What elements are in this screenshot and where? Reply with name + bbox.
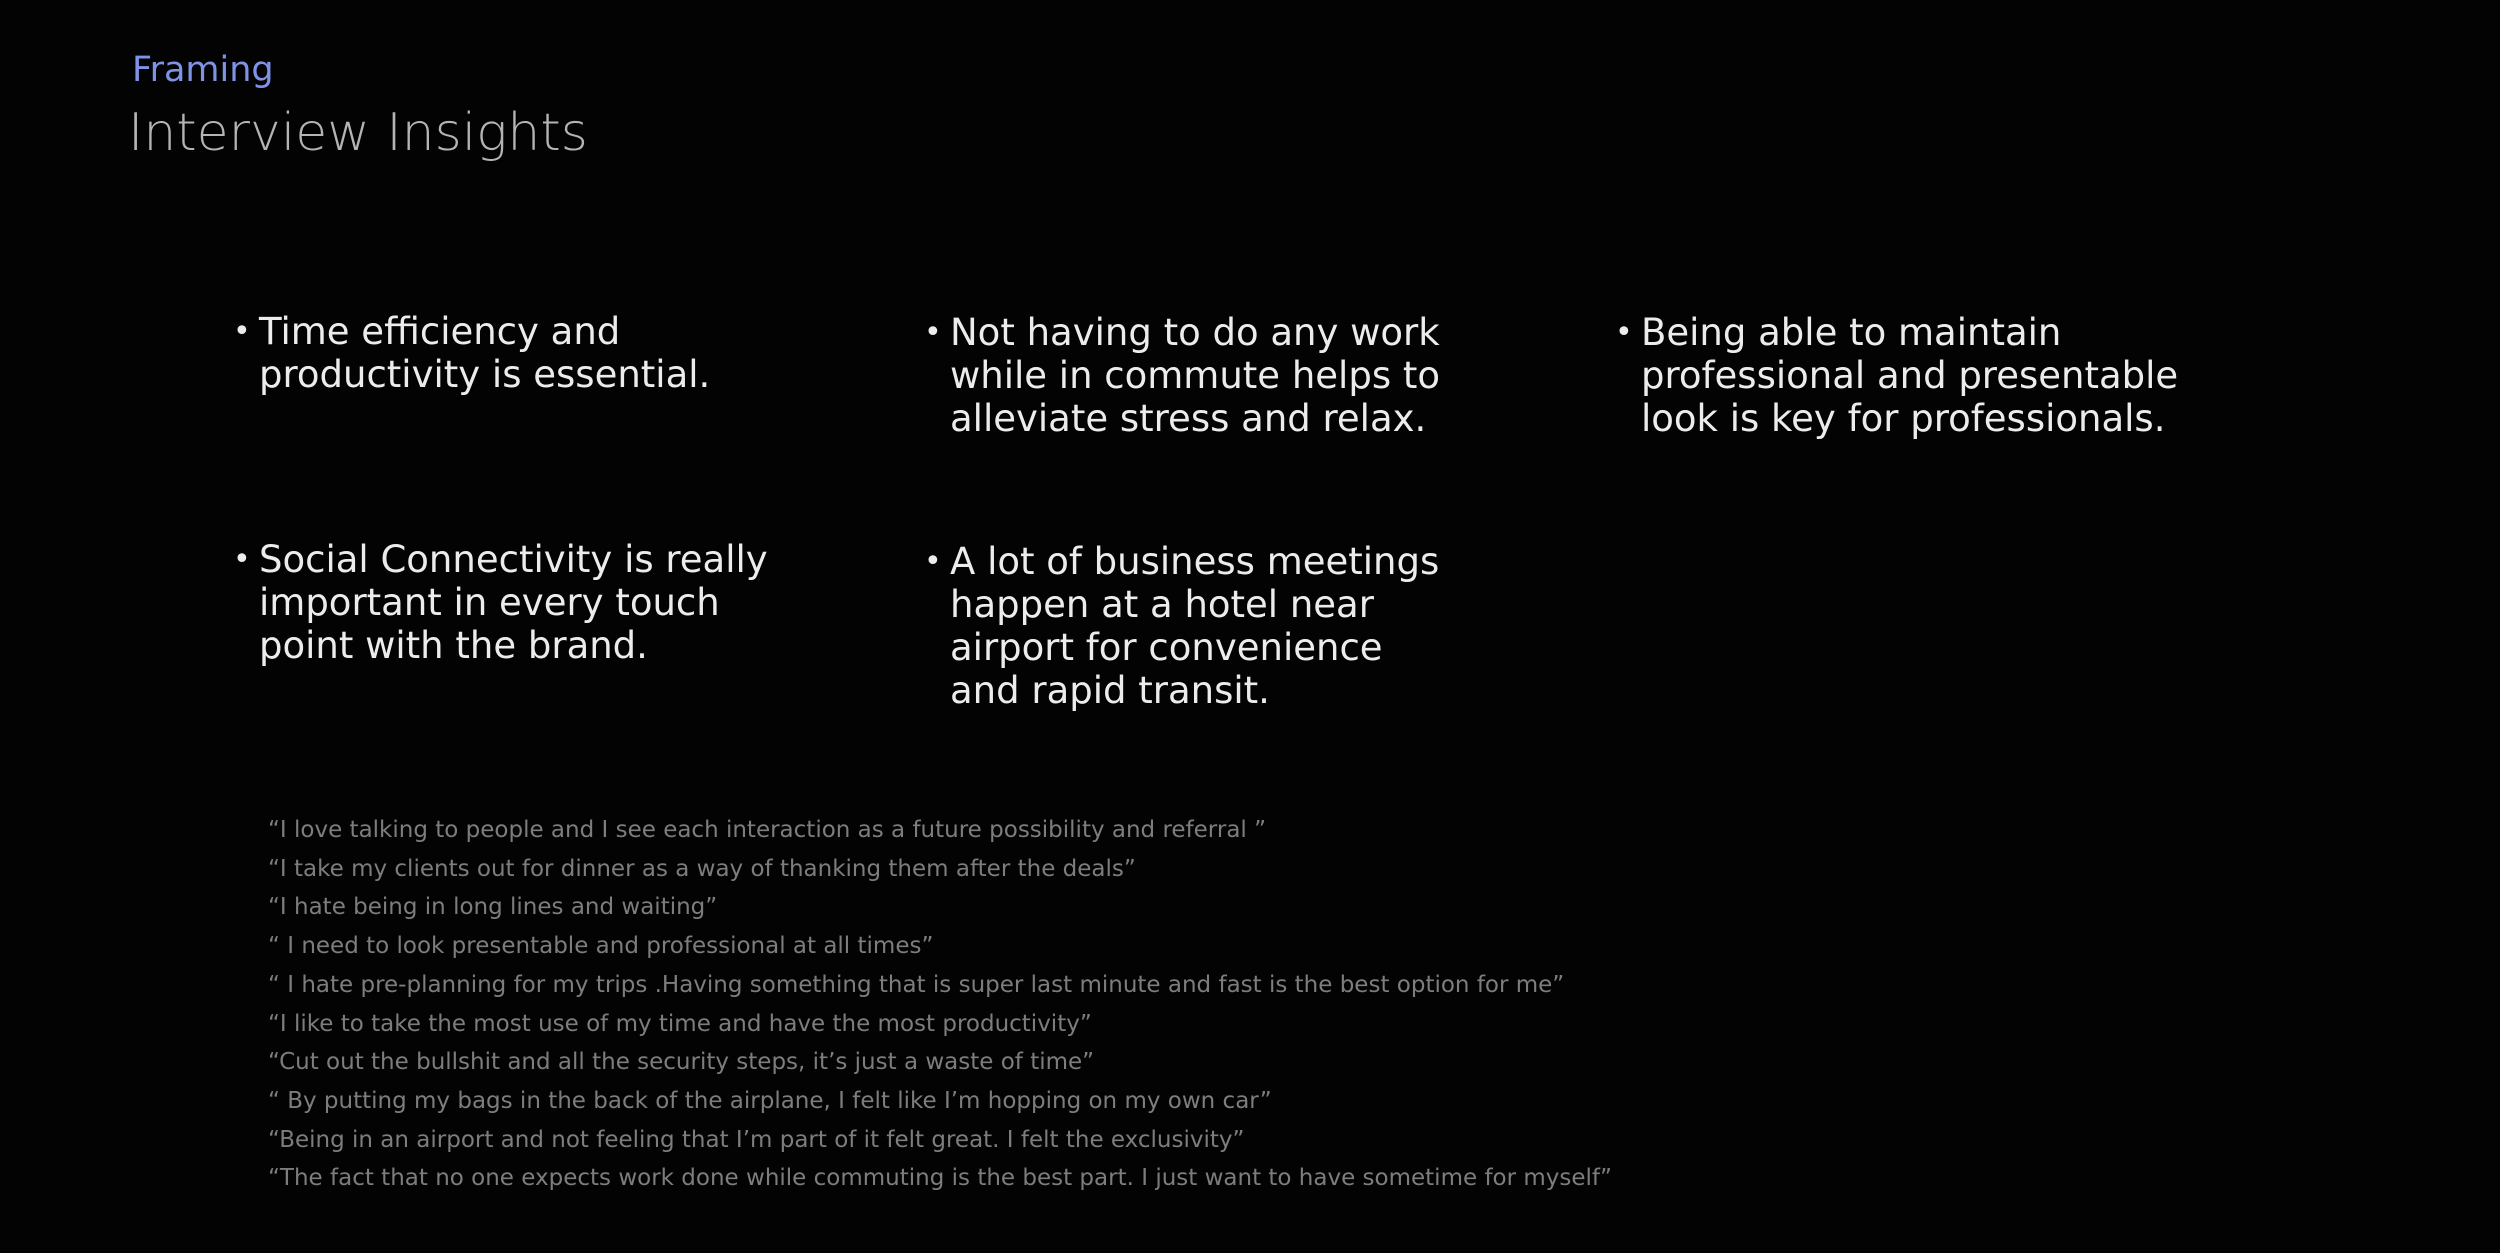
insight-text: A lot of business meetings happen at a hotel near airport for convenience and rapid transit. <box>950 540 1440 712</box>
quote-item: “ By putting my bags in the back of the airplane, I felt like I’m hopping on my own car” <box>268 1087 1272 1114</box>
quote-item: “ I hate pre-planning for my trips .Having something that is super last minute and fast is the best option for me” <box>268 971 1565 998</box>
insight-item <box>924 540 1490 712</box>
bullet-icon: • <box>924 315 942 350</box>
bullet-icon: • <box>924 544 942 579</box>
bullet-icon: • <box>233 314 251 349</box>
bullet-icon: • <box>233 542 251 577</box>
page-title: Interview Insights <box>128 103 588 163</box>
quote-item: “ I need to look presentable and professional at all times” <box>268 933 934 960</box>
quote-item: “I love talking to people and I see each interaction as a future possibility and referral ” <box>268 817 1267 843</box>
quote-item: “I like to take the most use of my time and have the most productivity” <box>268 1010 1092 1037</box>
insight-text: Time efficiency and productivity is essential. <box>259 310 711 396</box>
insight-text: Not having to do any work while in commute helps to alleviate stress and relax. <box>950 311 1440 440</box>
quote-item: “Cut out the bullshit and all the security steps, it’s just a waste of time” <box>268 1049 1095 1076</box>
bullet-icon: • <box>1615 315 1633 350</box>
quote-list <box>268 811 1612 1198</box>
quote-item: “I hate being in long lines and waiting” <box>268 894 718 921</box>
insight-item <box>924 311 1490 440</box>
section-label: Framing <box>132 50 274 90</box>
quote-item: “The fact that no one expects work done while commuting is the best part. I just want to have sometime for myself” <box>268 1165 1612 1192</box>
insight-item <box>233 310 799 396</box>
insight-item <box>1615 311 2221 440</box>
quote-item: “I take my clients out for dinner as a way of thanking them after the deals” <box>268 855 1136 882</box>
insight-text: Social Connectivity is really important in every touch point with the brand. <box>259 538 768 667</box>
insight-item <box>233 538 799 667</box>
insight-text: Being able to maintain professional and presentable look is key for professionals. <box>1641 311 2179 440</box>
quote-item: “Being in an airport and not feeling that I’m part of it felt great. I felt the exclusivity” <box>268 1126 1245 1153</box>
